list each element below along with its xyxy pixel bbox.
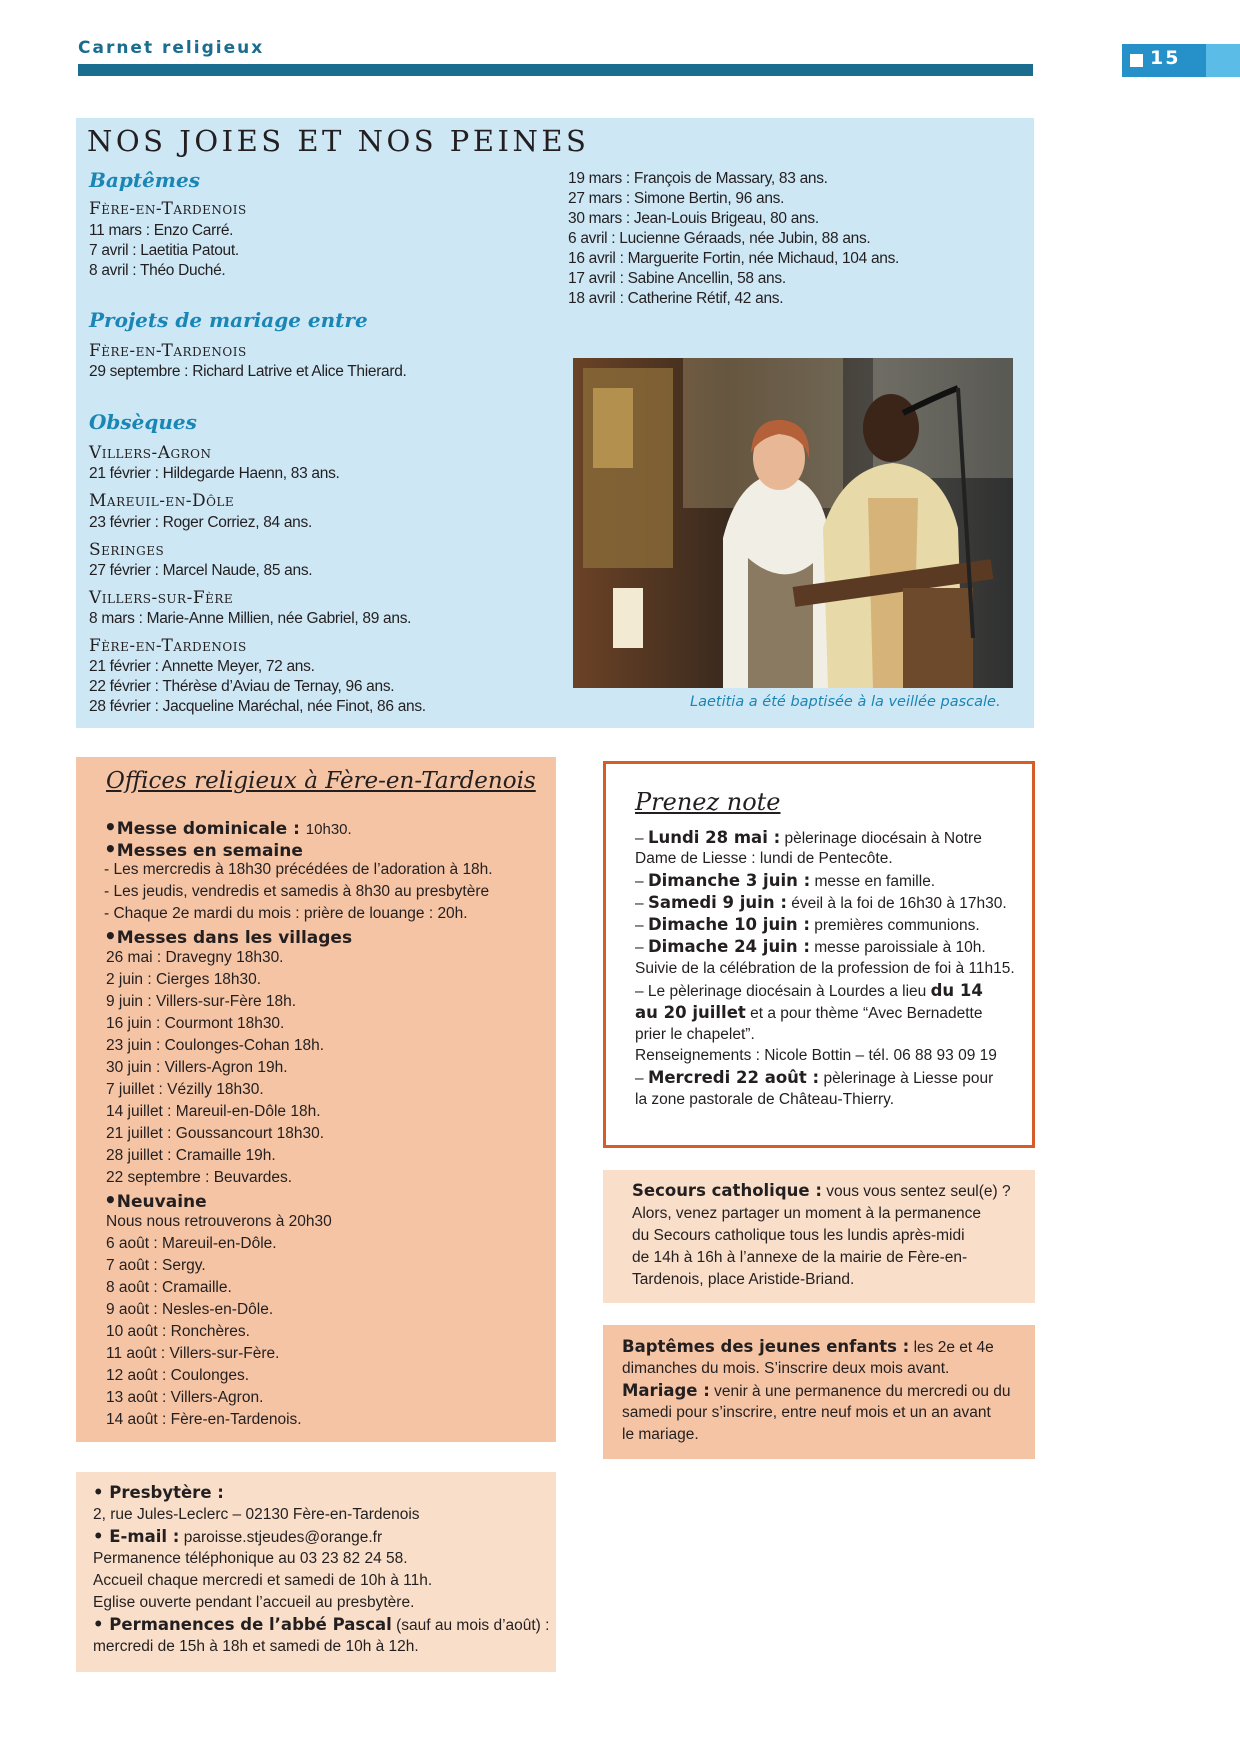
secours-line — [632, 1181, 1011, 1201]
neuvaine-item: 10 août : Ronchères. — [106, 1323, 250, 1340]
note-line: – Dimanche 3 juin : messe en famille. — [635, 871, 936, 890]
note-date: Mercredi 22 août : — [647, 1068, 820, 1087]
presb-line: Accueil chaque mercredi et samedi de 10h à 11h. — [93, 1572, 433, 1589]
obseques-entry: 27 février : Marcel Naude, 85 ans. — [89, 562, 313, 579]
obseques-entry: 23 février : Roger Corriez, 84 ans. — [89, 514, 312, 531]
obseques-entry: 16 avril : Marguerite Fortin, née Michaud, 104 ans. — [568, 250, 900, 267]
village-item: 14 juillet : Mareuil-en-Dôle 18h. — [106, 1103, 321, 1120]
obseques-entry: 8 mars : Marie-Anne Millien, née Gabriel, 89 ans. — [89, 610, 412, 627]
obseques-entry: 17 avril : Sabine Ancellin, 58 ans. — [568, 270, 786, 287]
email-label: • E-mail : — [93, 1527, 180, 1546]
neuvaine-label: Neuvaine — [116, 1192, 207, 1212]
email-value: paroisse.stjeudes@orange.fr — [183, 1529, 383, 1546]
note-line: – Dimache 10 juin : premières communions. — [635, 915, 980, 934]
bapt-line: le mariage. — [622, 1426, 699, 1443]
note-text: messe en famille. — [814, 873, 936, 890]
note-date: Lundi 28 mai : — [647, 828, 781, 847]
presb-line — [93, 1527, 382, 1547]
neuvaine-item: 9 août : Nesles-en-Dôle. — [106, 1301, 274, 1318]
obseques-town: Fère-en-Tardenois — [89, 636, 247, 656]
note-date: Dimanche 3 juin : — [647, 871, 811, 890]
obseques-entry: 6 avril : Lucienne Géraads, née Jubin, 88 ans. — [568, 230, 871, 247]
bapt-line — [622, 1381, 1011, 1401]
obseques-entry: 30 mars : Jean-Louis Brigeau, 80 ans. — [568, 210, 819, 227]
page-number: 15 — [1150, 47, 1181, 69]
obseques-entry: 22 février : Thérèse d’Aviau de Ternay, 96 ans. — [89, 678, 395, 695]
secours-line: Tardenois, place Aristide-Briand. — [632, 1271, 855, 1288]
obseques-town: Seringes — [89, 540, 165, 560]
note-line: Dame de Liesse : lundi de Pentecôte. — [635, 850, 893, 867]
semaine-line: •Messes en semaine — [104, 837, 303, 861]
note-line: – Dimache 24 juin : messe paroissiale à 10h. — [635, 937, 986, 956]
page-number-strip — [1206, 44, 1240, 77]
neuvaine-item: 12 août : Coulonges. — [106, 1367, 250, 1384]
mariage-entry: 29 septembre : Richard Latrive et Alice Thierard. — [89, 363, 407, 380]
neuvaine-line: •Neuvaine — [104, 1188, 207, 1212]
note-date: Dimache 10 juin : — [647, 915, 810, 934]
dominicale-value: 10h30. — [305, 821, 352, 838]
note-date: Samedi 9 juin : — [647, 893, 787, 912]
dominicale-label: Messe dominicale : — [116, 819, 300, 839]
mariage-label: Mariage : — [622, 1381, 710, 1400]
presb-line: Permanence téléphonique au 03 23 82 24 58. — [93, 1550, 408, 1567]
note-line: – Lundi 28 mai : pèlerinage diocésain à Notre — [635, 828, 982, 847]
note-line: la zone pastorale de Château-Thierry. — [635, 1091, 895, 1108]
secours-text: vous vous sentez seul(e) ? — [826, 1183, 1011, 1200]
perm-text: (sauf au mois d’août) : — [396, 1617, 550, 1634]
presb-line: mercredi de 15h à 18h et samedi de 10h à 12h. — [93, 1638, 419, 1655]
semaine-item: - Les mercredis à 18h30 précédées de l’adoration à 18h. — [104, 861, 493, 878]
village-item: 22 septembre : Beuvardes. — [106, 1169, 293, 1186]
bapteme-entry: 8 avril : Théo Duché. — [89, 262, 226, 279]
village-item: 16 juin : Courmont 18h30. — [106, 1015, 285, 1032]
village-item: 21 juillet : Goussancourt 18h30. — [106, 1125, 324, 1142]
secours-line: Alors, venez partager un moment à la permanence — [632, 1205, 981, 1222]
note-text: pèlerinage diocésain à Notre — [784, 830, 982, 847]
obseques-entry: 27 mars : Simone Bertin, 96 ans. — [568, 190, 785, 207]
bapt-line — [622, 1337, 994, 1357]
mariage-heading: Projets de mariage entre — [89, 308, 368, 332]
secours-label: Secours catholique : — [632, 1181, 822, 1200]
note-line: Renseignements : Nicole Bottin – tél. 06 88 93 09 19 — [635, 1047, 997, 1064]
bapteme-entry: 11 mars : Enzo Carré. — [89, 222, 234, 239]
bapt-text: les 2e et 4e — [913, 1339, 994, 1356]
neuvaine-item: 6 août : Mareuil-en-Dôle. — [106, 1235, 277, 1252]
obseques-entry: 18 avril : Catherine Rétif, 42 ans. — [568, 290, 784, 307]
neuvaine-item: 8 août : Cramaille. — [106, 1279, 232, 1296]
village-item: 30 juin : Villers-Agron 19h. — [106, 1059, 288, 1076]
note-text: premières communions. — [814, 917, 980, 934]
villages-label: Messes dans les villages — [116, 928, 353, 948]
neuvaine-item: Nous nous retrouverons à 20h30 — [106, 1213, 332, 1230]
mariage-town: Fère-en-Tardenois — [89, 341, 247, 361]
semaine-item: - Chaque 2e mardi du mois : prière de louange : 20h. — [104, 905, 468, 922]
secours-line: de 14h à 16h à l’annexe de la mairie de Fère-en- — [632, 1249, 968, 1266]
obseques-heading: Obsèques — [89, 410, 197, 434]
baptemes-heading: Baptêmes — [89, 168, 200, 192]
bapt-line: samedi pour s’inscrire, entre neuf mois et un an avant — [622, 1404, 991, 1421]
villages-line: •Messes dans les villages — [104, 924, 353, 948]
bapt-label: Baptêmes des jeunes enfants : — [622, 1337, 910, 1356]
note-line: – Samedi 9 juin : éveil à la foi de 16h30 à 17h30. — [635, 893, 1007, 912]
note-text: messe paroissiale à 10h. — [814, 939, 986, 956]
neuvaine-item: 7 août : Sergy. — [106, 1257, 206, 1274]
perm-label: • Permanences de l’abbé Pascal — [93, 1615, 392, 1634]
note-date: au 20 juillet — [635, 1003, 746, 1022]
note-line — [635, 1003, 982, 1023]
note-text: – Le pèlerinage diocésain à Lourdes a lieu — [635, 983, 927, 1000]
dominicale-line: •Messe dominicale : 10h30. — [104, 815, 352, 839]
neuvaine-item: 13 août : Villers-Agron. — [106, 1389, 264, 1406]
village-item: 9 juin : Villers-sur-Fère 18h. — [106, 993, 297, 1010]
presb-line: Eglise ouverte pendant l’accueil au presbytère. — [93, 1594, 415, 1611]
semaine-label: Messes en semaine — [116, 841, 303, 861]
joies-title: NOS JOIES ET NOS PEINES — [87, 124, 590, 158]
note-line: prier le chapelet”. — [635, 1026, 755, 1043]
obseques-entry: 21 février : Hildegarde Haenn, 83 ans. — [89, 465, 340, 482]
obseques-entry: 21 février : Annette Meyer, 72 ans. — [89, 658, 315, 675]
note-text: pèlerinage à Liesse pour — [823, 1070, 994, 1087]
square-icon — [1130, 54, 1143, 67]
note-line: – Mercredi 22 août : pèlerinage à Liesse pour — [635, 1068, 994, 1087]
obseques-town: Villers-sur-Fère — [89, 588, 234, 608]
presb-label: • Presbytère : — [93, 1483, 224, 1502]
note-line — [635, 981, 983, 1001]
neuvaine-item: 11 août : Villers-sur-Fère. — [106, 1345, 280, 1362]
presb-line — [93, 1615, 549, 1635]
village-item: 28 juillet : Cramaille 19h. — [106, 1147, 276, 1164]
baptism-photo — [573, 358, 1013, 688]
offices-title: Offices religieux à Fère-en-Tardenois — [106, 768, 536, 794]
bapt-line: dimanches du mois. S’inscrire deux mois avant. — [622, 1360, 950, 1377]
note-title: Prenez note — [635, 788, 781, 816]
secours-line: du Secours catholique tous les lundis après-midi — [632, 1227, 965, 1244]
village-item: 26 mai : Dravegny 18h30. — [106, 949, 284, 966]
note-date: Dimache 24 juin : — [647, 937, 810, 956]
obseques-town: Villers-Agron — [89, 443, 212, 463]
obseques-entry: 28 février : Jacqueline Maréchal, née Finot, 86 ans. — [89, 698, 426, 715]
presb-line — [93, 1483, 224, 1503]
semaine-item: - Les jeudis, vendredis et samedis à 8h30 au presbytère — [104, 883, 490, 900]
header-rule — [78, 64, 1033, 76]
neuvaine-item: 14 août : Fère-en-Tardenois. — [106, 1411, 302, 1428]
note-text: éveil à la foi de 16h30 à 17h30. — [791, 895, 1007, 912]
note-text: et a pour thème “Avec Bernadette — [750, 1005, 983, 1022]
note-line: Suivie de la célébration de la profession de foi à 11h15. — [635, 960, 1015, 977]
note-date: du 14 — [930, 981, 983, 1000]
section-title: Carnet religieux — [78, 38, 265, 58]
obseques-entry: 19 mars : François de Massary, 83 ans. — [568, 170, 828, 187]
obseques-town: Mareuil-en-Dôle — [89, 491, 235, 511]
photo-caption: Laetitia a été baptisée à la veillée pascale. — [690, 694, 1001, 710]
bapt-text: venir à une permanence du mercredi ou du — [714, 1383, 1011, 1400]
village-item: 7 juillet : Vézilly 18h30. — [106, 1081, 264, 1098]
presb-line: 2, rue Jules-Leclerc – 02130 Fère-en-Tardenois — [93, 1506, 420, 1523]
baptemes-town: Fère-en-Tardenois — [89, 199, 247, 219]
village-item: 2 juin : Cierges 18h30. — [106, 971, 262, 988]
bapteme-entry: 7 avril : Laetitia Patout. — [89, 242, 239, 259]
village-item: 23 juin : Coulonges-Cohan 18h. — [106, 1037, 325, 1054]
